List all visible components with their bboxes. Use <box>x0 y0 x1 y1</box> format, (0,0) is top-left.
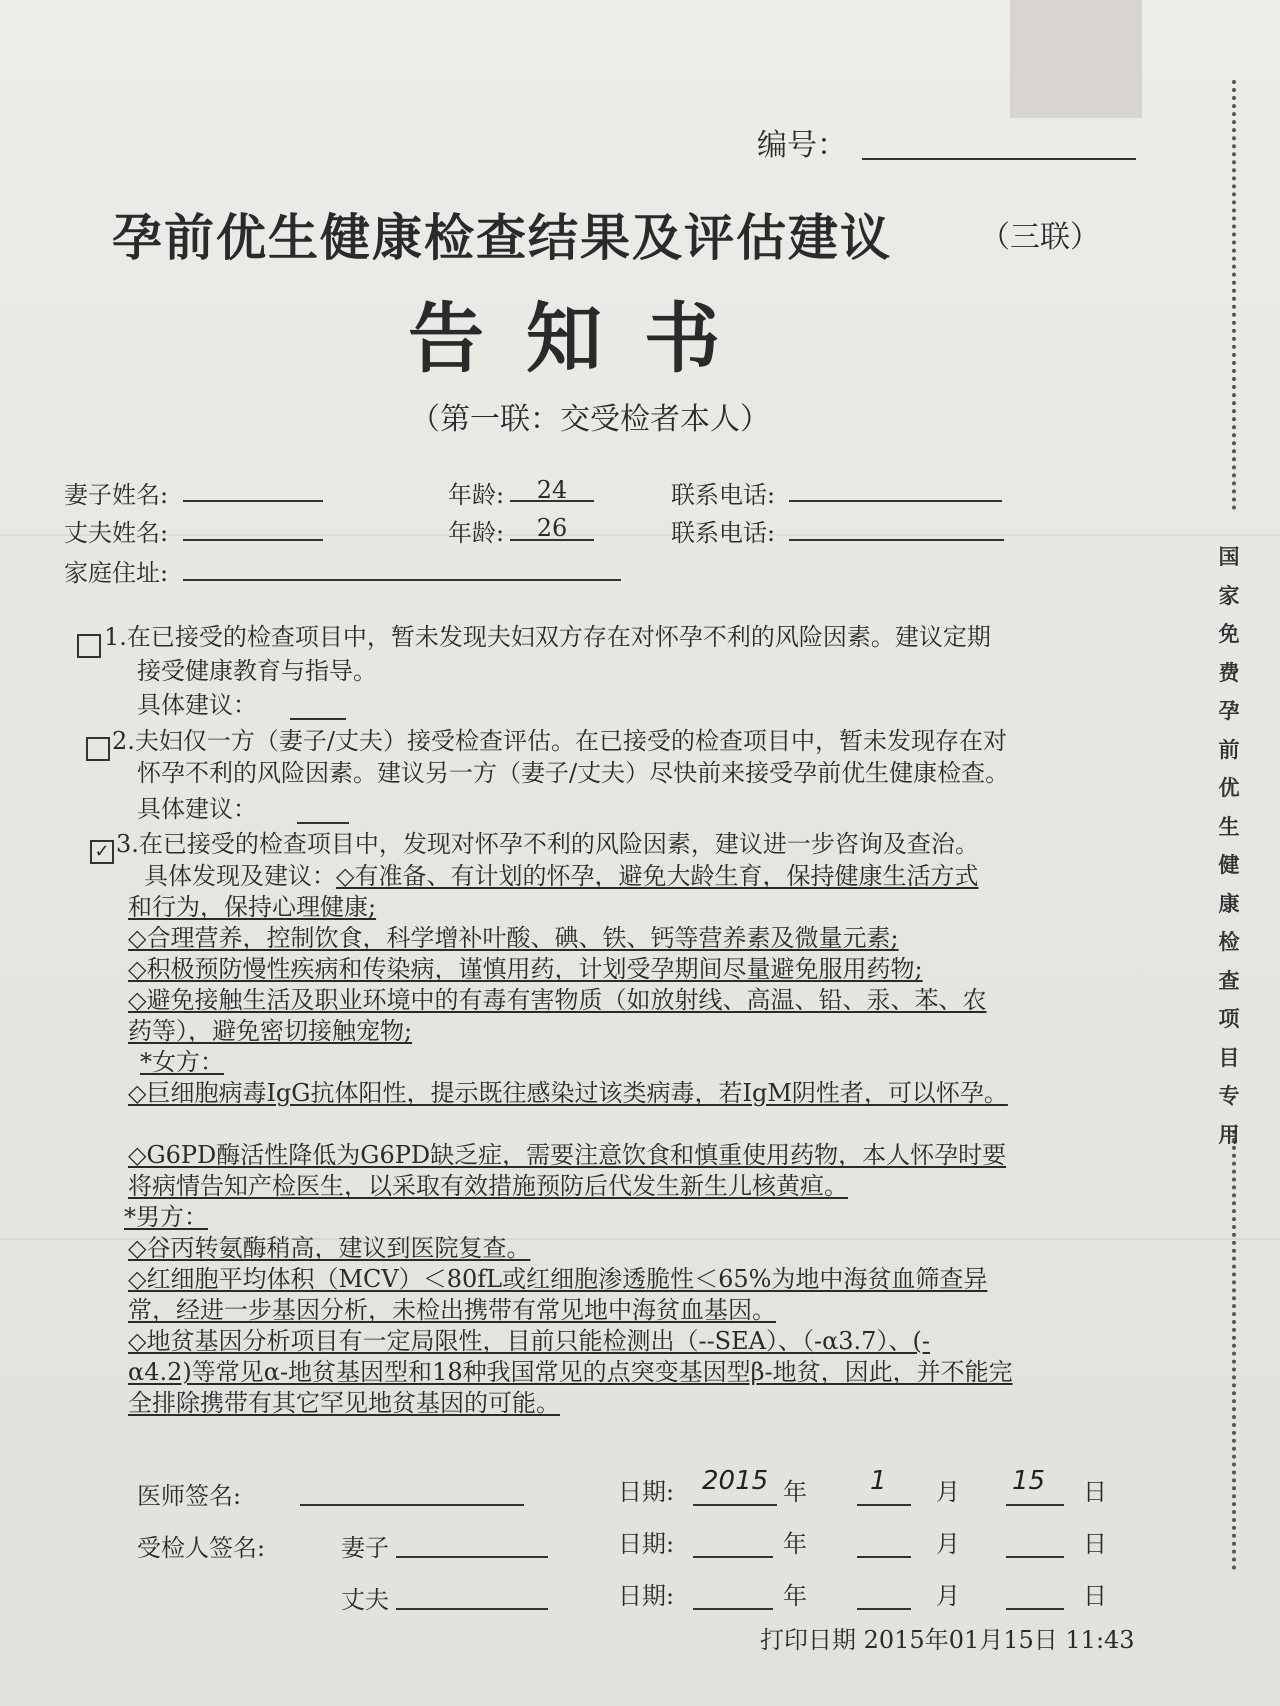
title-suffix: （三联） <box>980 220 1100 255</box>
finding-line: ◇合理营养，控制饮食，科学增补叶酸、碘、铁、钙等营养素及微量元素; <box>128 924 899 952</box>
perforation-line <box>1232 80 1236 510</box>
option-2-number: 2. <box>112 727 135 755</box>
husband-date-month-field[interactable] <box>857 1608 911 1610</box>
option-2-advice-field[interactable] <box>297 822 349 824</box>
option-3-advice-label: 具体发现及建议： <box>144 862 336 890</box>
option-2-line1: 夫妇仅一方（妻子/丈夫）接受检查评估。在已接受的检查项目中，暂未发现存在对 <box>134 727 1007 755</box>
year-label: 年 <box>783 1478 807 1506</box>
option-1-text <box>104 622 991 653</box>
wife-phone-field[interactable] <box>789 500 1002 502</box>
finding-line: 全排除携带有其它罕见地贫基因的可能。 <box>128 1389 560 1417</box>
option-3-advice-first: ◇有准备、有计划的怀孕，避免大龄生育，保持健康生活方式 <box>336 862 979 890</box>
wife-date-year-field[interactable] <box>693 1556 773 1558</box>
day-label: 日 <box>1083 1582 1107 1610</box>
husband-signature-field[interactable] <box>396 1608 548 1610</box>
doctor-date-year: 2015 <box>702 1466 769 1496</box>
month-label: 月 <box>936 1478 960 1506</box>
finding-line: α4.2)等常见α-地贫基因型和18种我国常见的点突变基因型β-地贫，因此，并不能完 <box>128 1358 1013 1386</box>
finding-line: 常，经进一步基因分析，未检出携带有常见地中海贫血基因。 <box>128 1296 776 1324</box>
serial-number-field[interactable] <box>862 158 1136 160</box>
spacer <box>128 1109 1148 1140</box>
day-label: 日 <box>1083 1530 1107 1558</box>
husband-signature-label: 丈夫 <box>341 1586 389 1614</box>
option-1-line1: 在已接受的检查项目中，暂未发现夫妇双方存在对怀孕不利的风险因素。建议定期 <box>126 623 991 651</box>
husband-name-label: 丈夫姓名: <box>64 519 169 547</box>
female-label: *女方： <box>140 1048 224 1076</box>
finding-line: ◇G6PD酶活性降低为G6PD缺乏症，需要注意饮食和慎重使用药物，本人怀孕时要 <box>128 1141 1007 1169</box>
address-field[interactable] <box>183 579 621 581</box>
finding-line: 药等），避免密切接触宠物; <box>128 1017 413 1045</box>
husband-name-field[interactable] <box>183 539 323 541</box>
finding-line: ◇红细胞平均体积（MCV）＜80fL或红细胞渗透脆性＜65%为地中海贫血筛查异 <box>128 1265 988 1293</box>
option-1-advice-label: 具体建议： <box>137 691 257 719</box>
address-label: 家庭住址: <box>64 559 169 587</box>
option-1-advice-field[interactable] <box>290 718 346 720</box>
month-label: 月 <box>936 1582 960 1610</box>
option-3-number: 3. <box>116 830 139 858</box>
option-2-line2: 怀孕不利的风险因素。建议另一方（妻子/丈夫）尽快前来接受孕前优生健康检查。 <box>137 759 1010 787</box>
document-title: 孕前优生健康检查结果及评估建议 <box>112 208 892 267</box>
option-3-advice-row <box>144 861 978 892</box>
doctor-date-label: 日期: <box>618 1478 675 1506</box>
option-3-text <box>116 829 979 860</box>
wife-signature-label: 妻子 <box>341 1534 389 1562</box>
wife-signature-field[interactable] <box>396 1556 548 1558</box>
option-2-text <box>112 726 1007 757</box>
finding-line: ◇谷丙转氨酶稍高，建议到医院复查。 <box>128 1234 531 1262</box>
doctor-date-month: 1 <box>870 1466 887 1496</box>
serial-number-label: 编号： <box>757 128 847 163</box>
copy-note: （第一联：交受检者本人） <box>410 402 770 437</box>
wife-age-value: 24 <box>536 476 568 504</box>
print-date: 打印日期 2015年01月15日 11:43 <box>760 1626 1135 1654</box>
option-3-checkbox[interactable]: ✓ <box>90 840 114 864</box>
year-label: 年 <box>783 1582 807 1610</box>
side-vertical-note: 国家免费孕前优生健康检查项目专用 <box>1218 544 1240 1147</box>
husband-age-value: 26 <box>536 514 568 542</box>
doctor-date-year-field[interactable] <box>693 1504 777 1506</box>
finding-line: 和行为，保持心理健康; <box>128 893 377 921</box>
option-1-line2: 接受健康教育与指导。 <box>137 657 377 685</box>
finding-line: ◇积极预防慢性疾病和传染病，谨慎用药，计划受孕期间尽量避免服用药物; <box>128 955 923 983</box>
husband-age-label: 年龄: <box>448 519 505 547</box>
examinee-signature-label: 受检人签名: <box>137 1534 266 1562</box>
doctor-date-day: 15 <box>1012 1466 1046 1496</box>
doctor-signature-label: 医师签名: <box>137 1482 242 1510</box>
doctor-date-month-field[interactable] <box>857 1504 911 1506</box>
perforation-line <box>1232 1130 1236 1570</box>
doctor-signature-field[interactable] <box>300 1504 524 1506</box>
male-label: *男方： <box>124 1203 208 1231</box>
month-label: 月 <box>936 1530 960 1558</box>
finding-line: 将病情告知产检医生，以采取有效措施预防后代发生新生儿核黄疸。 <box>128 1172 848 1200</box>
husband-phone-label: 联系电话: <box>671 519 776 547</box>
findings-block <box>124 892 1148 1419</box>
year-label: 年 <box>783 1530 807 1558</box>
wife-date-day-field[interactable] <box>1006 1556 1064 1558</box>
finding-line: ◇避免接触生活及职业环境中的有毒有害物质（如放射线、高温、铅、汞、苯、农 <box>128 986 987 1014</box>
finding-line: ◇地贫基因分析项目有一定局限性，目前只能检测出（--SEA）、（-α3.7）、(- <box>128 1327 930 1355</box>
redacted-area <box>1010 0 1142 118</box>
finding-line: ◇巨细胞病毒IgG抗体阳性，提示既往感染过该类病毒，若IgM阴性者，可以怀孕。 <box>128 1079 1008 1107</box>
husband-date-day-field[interactable] <box>1006 1608 1064 1610</box>
day-label: 日 <box>1083 1478 1107 1506</box>
option-2-advice-label: 具体建议： <box>137 795 257 823</box>
husband-phone-field[interactable] <box>789 539 1004 541</box>
document-subtitle: 告知书 <box>408 294 762 383</box>
wife-date-label: 日期: <box>618 1530 675 1558</box>
option-3-line1: 在已接受的检查项目中，发现对怀孕不利的风险因素，建议进一步咨询及查治。 <box>138 830 979 858</box>
wife-age-label: 年龄: <box>448 481 505 509</box>
husband-date-year-field[interactable] <box>693 1608 773 1610</box>
paper-fold <box>0 534 1280 536</box>
wife-phone-label: 联系电话: <box>671 481 776 509</box>
option-1-number: 1. <box>104 623 127 651</box>
wife-name-label: 妻子姓名: <box>64 481 169 509</box>
option-1-checkbox[interactable] <box>77 634 101 658</box>
husband-date-label: 日期: <box>618 1582 675 1610</box>
option-2-checkbox[interactable] <box>86 737 110 761</box>
wife-name-field[interactable] <box>183 500 323 502</box>
doctor-date-day-field[interactable] <box>1006 1504 1064 1506</box>
wife-date-month-field[interactable] <box>857 1556 911 1558</box>
